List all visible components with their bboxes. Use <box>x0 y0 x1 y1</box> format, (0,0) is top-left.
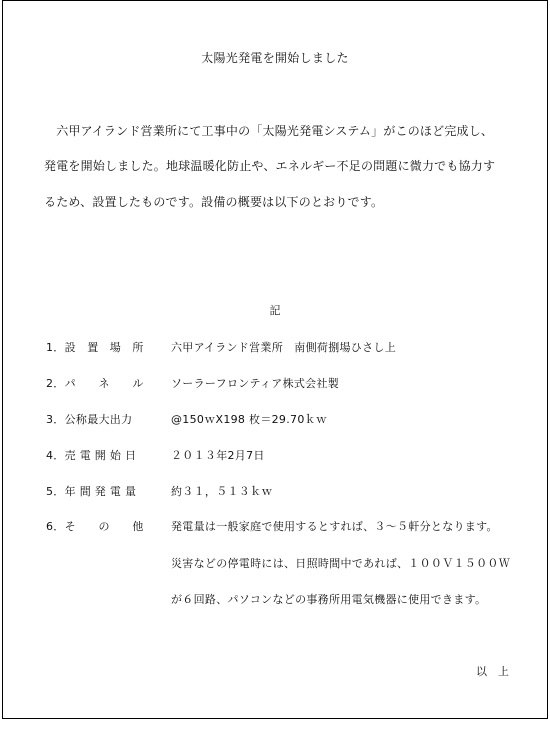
item-other-continuation-1: 災害などの停電時には、日照時間中であれば、１００Ｖ１５００Ｗ <box>171 557 510 570</box>
item-label-other: 6．そ の 他 <box>46 520 144 533</box>
item-label-start-date: 4．売 電 開 始 日 <box>46 449 137 462</box>
item-label-max-output: 3．公称最大出力 <box>46 413 133 426</box>
item-label-location: 1．設 置 場 所 <box>46 341 144 354</box>
item-value-annual-output: 約３１，５１３ｋｗ <box>171 485 273 498</box>
item-value-max-output: @150ｗX198 枚＝29.70ｋｗ <box>171 413 328 426</box>
item-label-panel: 2．パ ネ ル <box>46 377 144 390</box>
page-frame <box>2 0 548 719</box>
closing-mark: 以 上 <box>476 665 509 678</box>
body-line-1: 六甲アイランド営業所にて工事中の「太陽光発電システム」がこのほど完成し、 <box>44 124 494 138</box>
item-value-other: 発電量は一般家庭で使用するとすれば、３～５軒分となります。 <box>171 520 498 533</box>
document-title: 太陽光発電を開始しました <box>201 51 349 65</box>
item-value-start-date: ２０１３年2月7日 <box>171 449 265 462</box>
ki-heading: 記 <box>269 304 281 317</box>
body-line-2: 発電を開始しました。地球温暖化防止や、エネルギー不足の問題に微力でも協力す <box>44 159 496 173</box>
item-value-location: 六甲アイランド営業所 南側荷捌場ひさし上 <box>171 341 397 354</box>
item-value-panel: ソーラーフロンティア株式会社製 <box>171 377 340 390</box>
item-label-annual-output: 5．年 間 発 電 量 <box>46 485 137 498</box>
item-other-continuation-2: が６回路、パソコンなどの事務所用電気機器に使用できます。 <box>171 593 487 606</box>
body-line-3: るため、設置したものです。設備の概要は以下のとおりです。 <box>44 195 384 209</box>
